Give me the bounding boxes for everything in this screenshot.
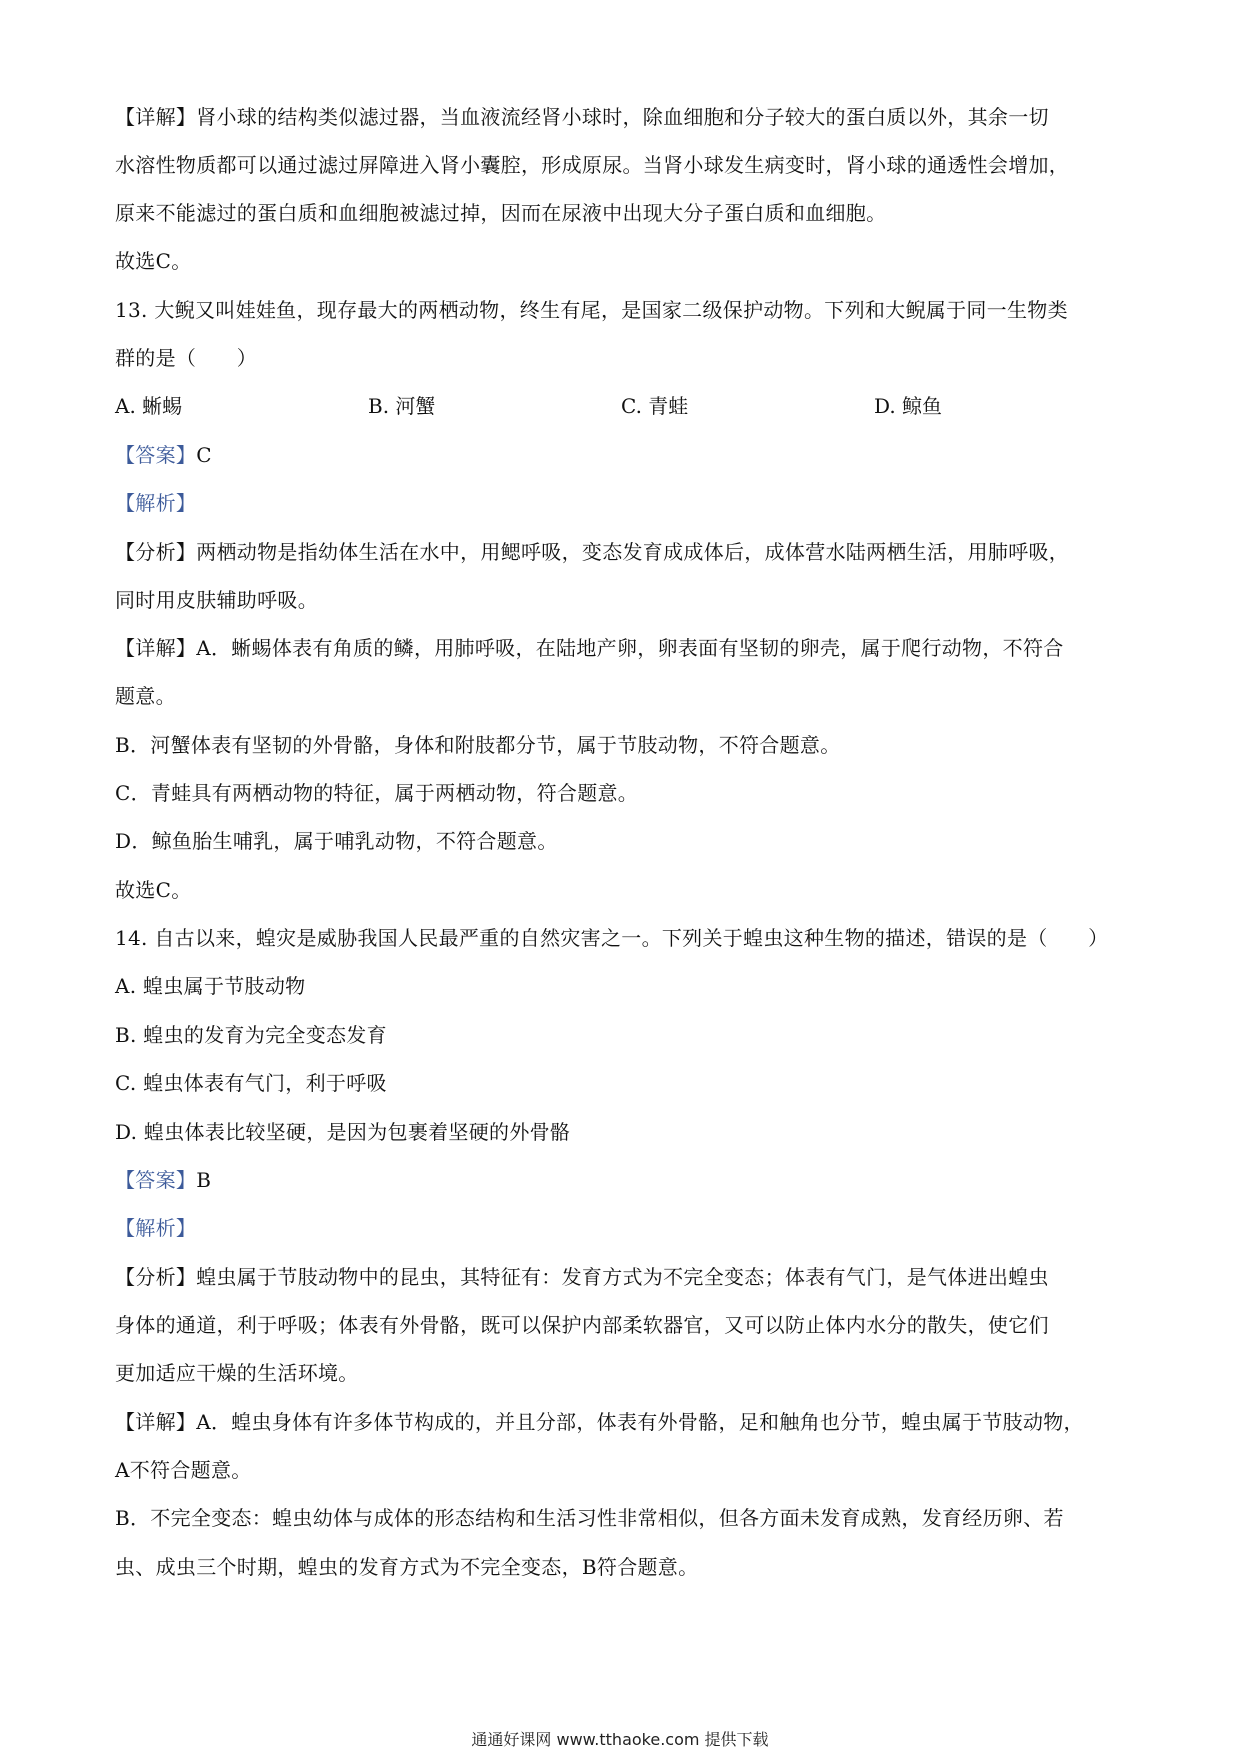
option-a: A. 蜥蜴 [115, 394, 183, 418]
question-13-stem: 13. 大鲵又叫娃娃鱼，现存最大的两栖动物，终生有尾，是国家二级保护动物。下列和大鲵属于同一生物类 [115, 298, 1068, 322]
detail-line: 【详解】A．蜥蜴体表有角质的鳞，用肺呼吸，在陆地产卵，卵表面有坚韧的卵壳，属于爬行动物，不符合 [115, 636, 1064, 660]
choice-conclusion: 故选C。 [115, 249, 192, 273]
detail-line: C．青蛙具有两栖动物的特征，属于两栖动物，符合题意。 [115, 781, 639, 805]
option-b: B. 河蟹 [368, 394, 436, 418]
option-d: D. 蝗虫体表比较坚硬，是因为包裹着坚硬的外骨骼 [115, 1120, 571, 1144]
analysis-tag: 【解析】 [115, 491, 197, 515]
answer-tag: 【答案】 [115, 443, 197, 467]
detail-line: 虫、成虫三个时期，蝗虫的发育方式为不完全变态，B符合题意。 [115, 1555, 699, 1579]
option-c: C. 青蛙 [621, 394, 689, 418]
question-13-stem: 群的是（ ） [115, 346, 258, 370]
detail-line: 水溶性物质都可以通过滤过屏障进入肾小囊腔，形成原尿。当肾小球发生病变时，肾小球的通透性会增加， [115, 153, 1070, 177]
answer-tag: 【答案】 [115, 1168, 197, 1192]
option-c: C. 蝗虫体表有气门，利于呼吸 [115, 1071, 387, 1095]
detail-line: 【详解】A．蝗虫身体有许多体节构成的，并且分部，体表有外骨骼，足和触角也分节，蝗虫属于节肢动物， [115, 1410, 1084, 1434]
answer-line [115, 1166, 1125, 1194]
analysis-line: 【分析】蝗虫属于节肢动物中的昆虫，其特征有：发育方式为不完全变态；体表有气门，是气体进出蝗虫 [115, 1265, 1049, 1289]
detail-line: B．河蟹体表有坚韧的外骨骼，身体和附肢都分节，属于节肢动物，不符合题意。 [115, 733, 841, 757]
detail-line: 【详解】肾小球的结构类似滤过器，当血液流经肾小球时，除血细胞和分子较大的蛋白质以外，其余一切 [115, 105, 1049, 129]
analysis-line: 同时用皮肤辅助呼吸。 [115, 588, 318, 612]
page-footer: 通通好课网 www.tthaoke.com 提供下载 [471, 1730, 769, 1749]
answer-line [115, 441, 1125, 469]
choice-conclusion: 故选C。 [115, 878, 192, 902]
detail-line: A不符合题意。 [115, 1458, 252, 1482]
detail-line: 题意。 [115, 684, 176, 708]
answer-value: C [196, 443, 212, 467]
analysis-line: 【分析】两栖动物是指幼体生活在水中，用鳃呼吸，变态发育成成体后，成体营水陆两栖生活，用肺呼吸， [115, 540, 1070, 564]
option-b: B. 蝗虫的发育为完全变态发育 [115, 1023, 387, 1047]
option-a: A. 蝗虫属于节肢动物 [115, 974, 306, 998]
analysis-line: 更加适应干燥的生活环境。 [115, 1361, 359, 1385]
option-d: D. 鲸鱼 [874, 394, 943, 418]
detail-line: B．不完全变态：蝗虫幼体与成体的形态结构和生活习性非常相似，但各方面未发育成熟，发育经历卵、若 [115, 1506, 1064, 1530]
analysis-tag: 【解析】 [115, 1216, 197, 1240]
detail-line: 原来不能滤过的蛋白质和血细胞被滤过掉，因而在尿液中出现大分子蛋白质和血细胞。 [115, 201, 887, 225]
analysis-line: 身体的通道，利于呼吸；体表有外骨骼，既可以保护内部柔软器官，又可以防止体内水分的散失，使它们 [115, 1313, 1049, 1337]
answer-value: B [196, 1168, 212, 1192]
detail-line: D．鲸鱼胎生哺乳，属于哺乳动物，不符合题意。 [115, 829, 558, 853]
question-14-stem: 14. 自古以来，蝗灾是威胁我国人民最严重的自然灾害之一。下列关于蝗虫这种生物的描述，错误的是（ ） [115, 926, 1109, 950]
